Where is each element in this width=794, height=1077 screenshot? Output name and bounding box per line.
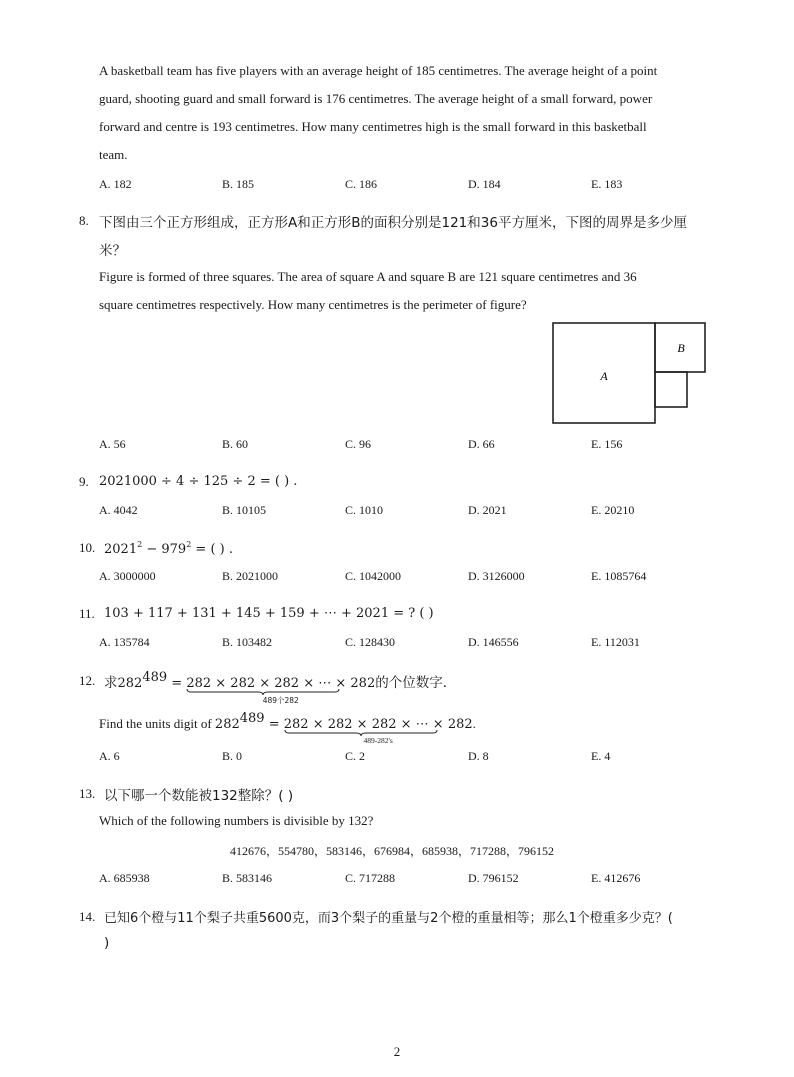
page-number: 2 xyxy=(393,1044,401,1059)
three-squares-figure xyxy=(550,320,710,426)
q7-option-e: E. 183 xyxy=(591,177,623,191)
q10-option-b: B. 2021000 xyxy=(222,569,279,583)
q12-english-prefix: Find the units digit of xyxy=(99,716,215,731)
q11-option-a: A. 135784 xyxy=(99,635,150,649)
q8-option-c: C. 96 xyxy=(345,437,372,451)
q12-english-line xyxy=(99,711,476,745)
q10-base-1: 2021 xyxy=(104,542,138,557)
q11-number: 11. xyxy=(79,606,95,621)
q12-number: 12. xyxy=(79,673,96,688)
q9-option-b: B. 10105 xyxy=(222,503,267,517)
q12-english-base: 282 xyxy=(214,717,240,732)
q12-english-product: 282 × 282 × 282 × ⋯ × 282 xyxy=(283,717,473,732)
q12-english-product-with-brace xyxy=(283,716,473,745)
q12-product: 282 × 282 × 282 × ⋯ × 282 xyxy=(186,676,376,691)
q10-option-e: E. 1085764 xyxy=(591,569,647,583)
q12-product-with-brace xyxy=(186,675,376,705)
q10-option-a: A. 3000000 xyxy=(99,569,156,583)
q10-exponent-1: 2 xyxy=(137,540,143,549)
q11-option-c: C. 128430 xyxy=(345,635,396,649)
q10-option-c: C. 1042000 xyxy=(345,569,402,583)
q11-option-b: B. 103482 xyxy=(222,635,273,649)
q10-option-d: D. 3126000 xyxy=(468,569,525,583)
q11-option-d: D. 146556 xyxy=(468,635,519,649)
q8-option-b: B. 60 xyxy=(222,437,249,451)
q7-text-line-3: forward and centre is 193 centimetres. How many centimetres high is the small forward in this basketball xyxy=(99,119,647,134)
q12-english-equals: = xyxy=(264,717,284,732)
q7-text-line-1: A basketball team has five players with an average height of 185 centimetres. The average height of a point xyxy=(99,63,658,78)
q10-base-2: 979 xyxy=(161,542,187,557)
q12-english-suffix: . xyxy=(472,716,476,731)
q8-option-a: A. 56 xyxy=(99,437,126,451)
small-square xyxy=(655,372,687,407)
q12-equals: = xyxy=(167,676,187,691)
q13-number: 13. xyxy=(79,786,96,801)
q14-number: 14. xyxy=(79,909,96,924)
q8-chinese-line-2: 米？ xyxy=(99,243,126,259)
q13-option-b: B. 583146 xyxy=(222,871,273,885)
q7-option-a: A. 182 xyxy=(99,177,132,191)
q9-option-d: D. 2021 xyxy=(468,503,507,517)
q12-chinese-suffix: 的个位数字． xyxy=(375,675,457,691)
q10-expression xyxy=(104,540,233,557)
q12-option-a: A. 6 xyxy=(99,749,120,763)
square-b-label: B xyxy=(677,341,685,355)
q12-option-b: B. 0 xyxy=(222,749,243,763)
q8-english-line-2: square centimetres respectively. How many centimetres is the perimeter of figure? xyxy=(99,297,527,312)
q8-number: 8. xyxy=(79,213,89,228)
q12-base: 282 xyxy=(117,676,143,691)
q8-english-line-1: Figure is formed of three squares. The area of square A and square B are 121 square centimetres and 36 xyxy=(99,269,637,284)
q9-option-c: C. 1010 xyxy=(345,503,384,517)
square-a-label: A xyxy=(600,369,608,383)
q8-chinese-line-1: 下图由三个正方形组成，正方形A和正方形B的面积分别是121和36平方厘米，下图的周界是多少厘 xyxy=(99,215,687,231)
q10-number: 10. xyxy=(79,540,96,555)
q12-english-brace-label: 489-282's xyxy=(363,736,393,745)
q8-option-e: E. 156 xyxy=(591,437,623,451)
q13-option-e: E. 412676 xyxy=(591,871,641,885)
q11-expression: 103 + 117 + 131 + 145 + 159 + ⋯ + 2021 = ? ( ) xyxy=(104,606,434,621)
q12-option-d: D. 8 xyxy=(468,749,489,763)
q12-exponent: 489 xyxy=(142,670,168,685)
q8-option-d: D. 66 xyxy=(468,437,495,451)
q12-chinese-line xyxy=(104,670,457,705)
q11-option-e: E. 112031 xyxy=(591,635,640,649)
q10-minus: − xyxy=(142,542,162,557)
q9-option-e: E. 20210 xyxy=(591,503,635,517)
q12-option-e: E. 4 xyxy=(591,749,611,763)
q9-expression: 2021000 ÷ 4 ÷ 125 ÷ 2 = ( ) . xyxy=(99,474,298,489)
q7-option-b: B. 185 xyxy=(222,177,255,191)
q12-option-c: C. 2 xyxy=(345,749,366,763)
q13-number-list: 412676，554780，583146，676984，685938，717288，796152 xyxy=(230,844,555,858)
q7-text-line-2: guard, shooting guard and small forward is 176 centimetres. The average height of a small forward, power xyxy=(99,91,653,106)
q10-exponent-2: 2 xyxy=(186,540,192,549)
q14-chinese-line-2: ) xyxy=(104,935,110,951)
q9-option-a: A. 4042 xyxy=(99,503,138,517)
q13-english-text: Which of the following numbers is divisible by 132? xyxy=(99,813,374,828)
q13-option-a: A. 685938 xyxy=(99,871,150,885)
q13-chinese-text: 以下哪一个数能被132整除？( ) xyxy=(104,788,294,804)
q13-option-c: C. 717288 xyxy=(345,871,396,885)
q10-tail: = ( ) . xyxy=(191,542,233,557)
q12-english-exponent: 489 xyxy=(239,711,265,726)
q13-option-d: D. 796152 xyxy=(468,871,519,885)
q7-text-line-4: team. xyxy=(99,147,128,162)
q12-chinese-brace-label: 489个282 xyxy=(262,696,299,705)
q7-option-c: C. 186 xyxy=(345,177,378,191)
q14-chinese-line-1: 已知6个橙与11个梨子共重5600克，而3个梨子的重量与2个橙的重量相等；那么1个橙重多少克？( xyxy=(104,911,673,926)
q7-option-d: D. 184 xyxy=(468,177,501,191)
q9-number: 9. xyxy=(79,474,89,489)
q12-chinese-prefix: 求 xyxy=(104,675,118,691)
